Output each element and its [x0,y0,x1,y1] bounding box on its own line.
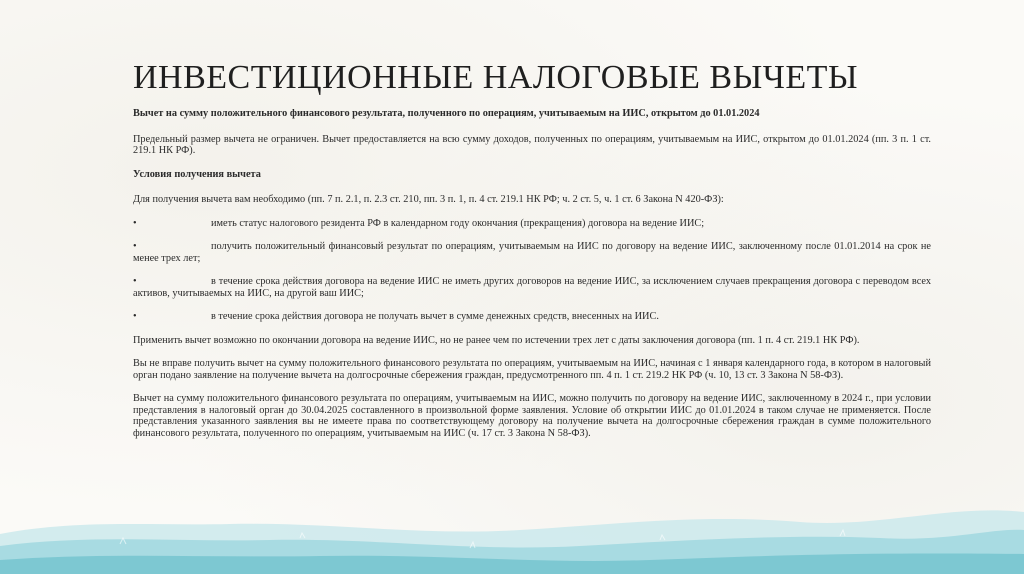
bullet-item [133,276,931,299]
watercolor-wave-decoration [0,464,1024,574]
paragraph-limit: Предельный размер вычета не ограничен. Вычет предоставляется на всю сумму доходов, полученных по операциям, учитываемым на ИИС, открытом до 01.01.2024 (пп. 3 п. 1 ст. 219.1 НК РФ). [133,133,931,156]
bullet-text: в течение срока действия договора не получать вычет в сумме денежных средств, внесенных на ИИС. [211,311,659,322]
slide-body [133,108,931,439]
conditions-intro: Для получения вычета вам необходимо (пп. 7 п. 2.1, п. 2.3 ст. 210, пп. 3 п. 1, п. 4 ст. 219.1 НК РФ; ч. 2 ст. 5, ч. 1 ст. 6 Закона N 420-ФЗ): [133,194,724,205]
bullet-mark: • [133,276,137,287]
bullet-text: иметь статус налогового резидента РФ в календарном году окончания (прекращения) договора на ведение ИИС; [211,217,705,229]
bullet-mark: • [133,241,137,252]
bullet-text: в течение срока действия договора на ведение ИИС не иметь других договоров на ведение ИИС, за исключением случаев прекращения договора с переводом всех активов, учитываемых на ИИС, на другой ваш ИИС; [133,276,931,299]
bullet-item [133,311,931,323]
bullet-mark: • [133,311,137,322]
bullet-item [133,218,931,230]
paragraph-timing: Применить вычет возможно по окончании договора на ведение ИИС, но не ранее чем по истечении трех лет с даты заключения договора (пп. 1 п. 4 ст. 219.1 НК РФ). [133,334,860,346]
slide-content [133,58,931,451]
bullet-text: получить положительный финансовый результат по операциям, учитываемым на ИИС по договору на ведение ИИС, заключенному после 01.01.2014 на срок не менее трех лет; [133,241,931,264]
bullet-item [133,241,931,264]
paragraph-2024-contracts: Вычет на сумму положительного финансового результата по операциям, учитываемым на ИИС, можно получить по договору на ведение ИИС, заключенному в 2024 г., при условии представления в налоговый орган до 30.04.2025 составленного в произвольной форме заявления. Условие об открытии ИИС до 01.01.2024 в таком случае не применяется. После представления указанного заявления вы не имеете права по соответствующему договору на получение вычета на долгосрочные сбережения граждан в сумме положительного финансового результата, полученного по операциям, учитываемым на ИИС (ч. 17 ст. 3 Закона N 58-ФЗ). [133,393,931,439]
slide-title: ИНВЕСТИЦИОННЫЕ НАЛОГОВЫЕ ВЫЧЕТЫ [133,59,859,96]
bullet-mark: • [133,217,137,229]
conditions-heading: Условия получения вычета [133,168,261,180]
subtitle: Вычет на сумму положительного финансового результата, полученного по операциям, учитываемым на ИИС, открытом до 01.01.2024 [133,108,760,119]
paragraph-restriction: Вы не вправе получить вычет на сумму положительного финансового результата по операциям, учитываемым на ИИС, начиная с 1 января календарного года, в котором в налоговый орган подано заявление на получение вычета на долгосрочные сбережения граждан, предусмотренного пп. 4 п. 1 ст. 219.2 НК РФ (ч. 10, 13 ст. 3 Закона N 58-ФЗ). [133,358,931,381]
